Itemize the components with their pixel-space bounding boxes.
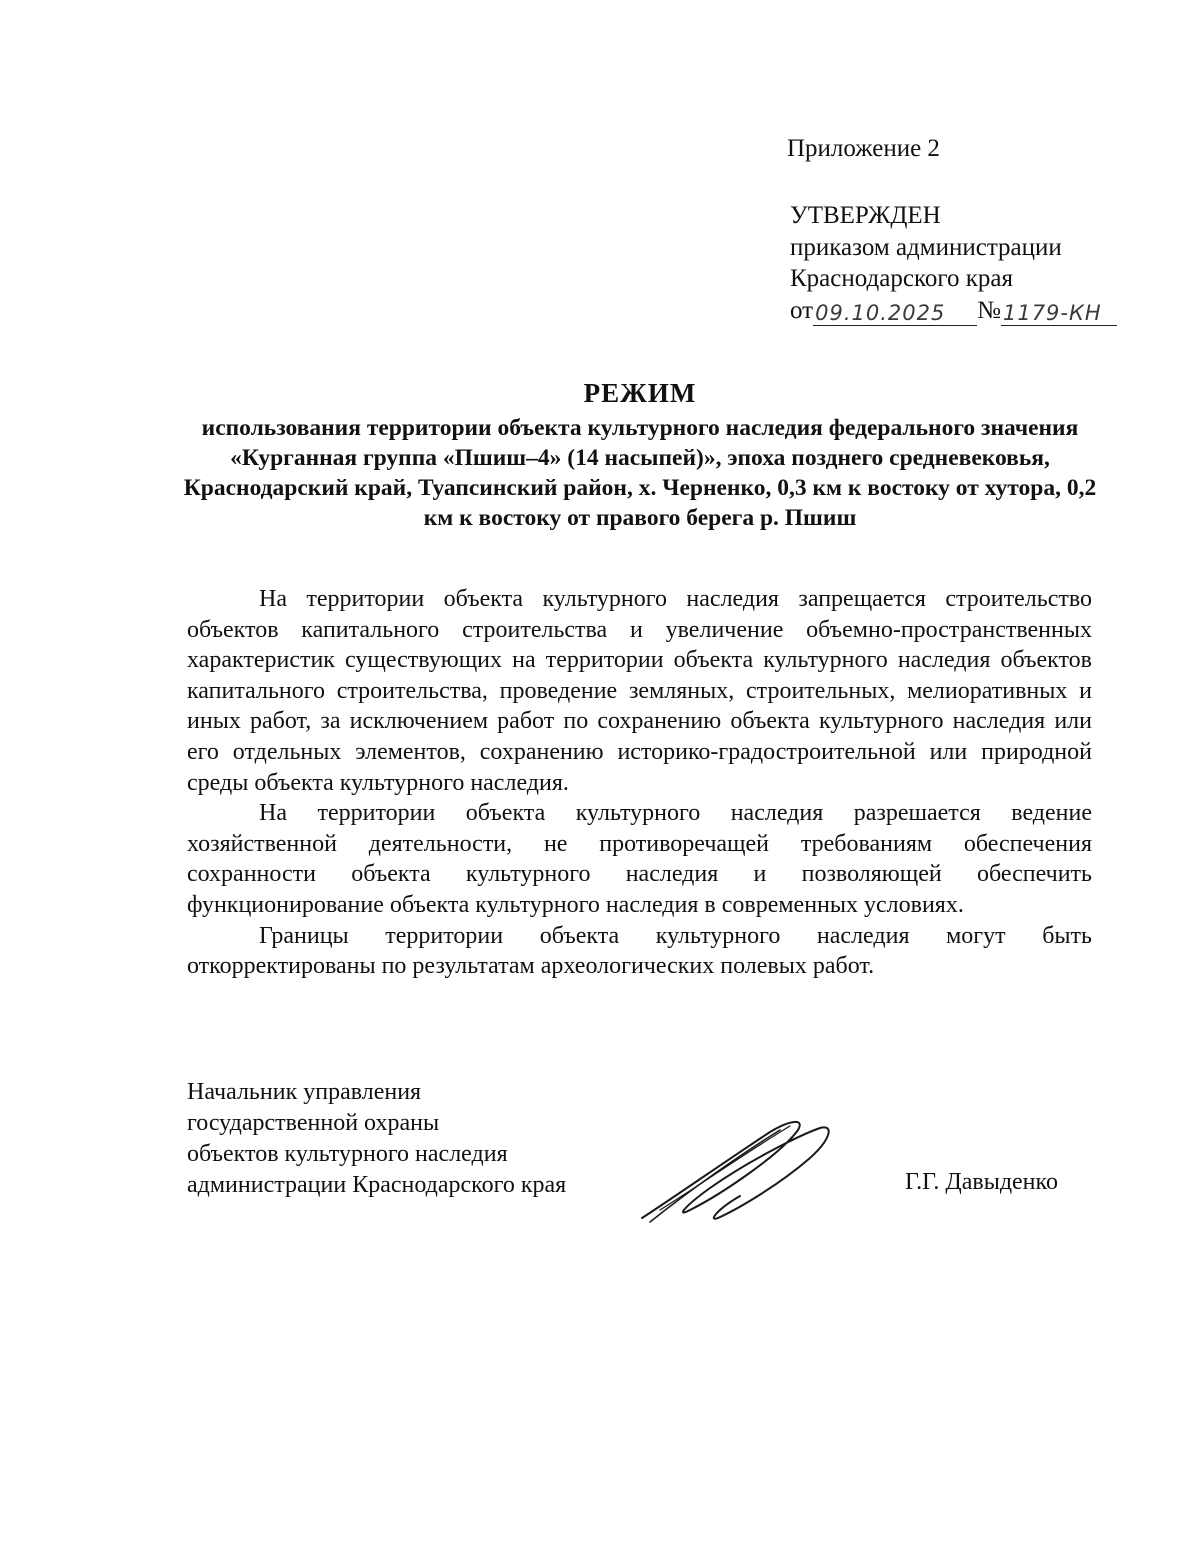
paragraph-boundaries: Границы территории объекта культурного наследия могут быть откорректированы по результатам археологических полевых работ.: [187, 922, 1092, 980]
position-line-4: администрации Краснодарского края: [187, 1172, 567, 1198]
signatory-position: [187, 1077, 566, 1201]
position-line-1: Начальник управления: [187, 1079, 422, 1105]
document-subtitle: использования территории объекта культурного наследия федерального значения «Курганная группа «Пшиш–4» (14 насыпей)», эпоха позднего средневековья, Краснодарский край, Туапсинский район, х. Черненко, 0,3 км к востоку от хутора, 0,2 км к востоку от правого берега р. Пшиш: [183, 415, 1097, 531]
approval-date-line: [790, 295, 1117, 327]
document-heading: [180, 378, 1100, 533]
approval-line-2: Краснодарского края: [790, 265, 1013, 292]
signer-name: Г.Г. Давыденко: [905, 1169, 1058, 1195]
approval-status: УТВЕРЖДЕН: [790, 202, 941, 229]
handwritten-signature: [630, 1110, 850, 1230]
paragraph-prohibitions: На территории объекта культурного наследия запрещается строительство объектов капитального строительства и увеличение объемно-пространственных характеристик существующих на территории объекта культурного наследия объектов капитального строительства, проведение земляных, строительных, мелиоративных и иных работ, за исключением работ по сохранению объекта культурного наследия или его отдельных элементов, сохранению историко-градостроительной или природной среды объекта культурного наследия.: [187, 586, 1092, 796]
date-prefix: от: [790, 296, 814, 324]
appendix-label: Приложение 2: [787, 135, 940, 162]
position-line-2: государственной охраны: [187, 1110, 440, 1136]
handwritten-number: 1179-КН: [1001, 301, 1117, 326]
paragraph-permissions: На территории объекта культурного наследия разрешается ведение хозяйственной деятельности, не противоречащей требованиям обеспечения сохранности объекта культурного наследия и позволяющей обеспечить функционирование объекта культурного наследия в современных условиях.: [187, 800, 1092, 918]
number-prefix: №: [977, 296, 1001, 324]
approval-line-1: приказом администрации: [790, 233, 1062, 261]
position-line-3: объектов культурного наследия: [187, 1141, 508, 1167]
document-body: [187, 584, 1092, 982]
approval-stamp: [790, 200, 1117, 326]
document-title: РЕЖИМ: [583, 378, 697, 408]
handwritten-date: 09.10.2025: [813, 301, 977, 326]
